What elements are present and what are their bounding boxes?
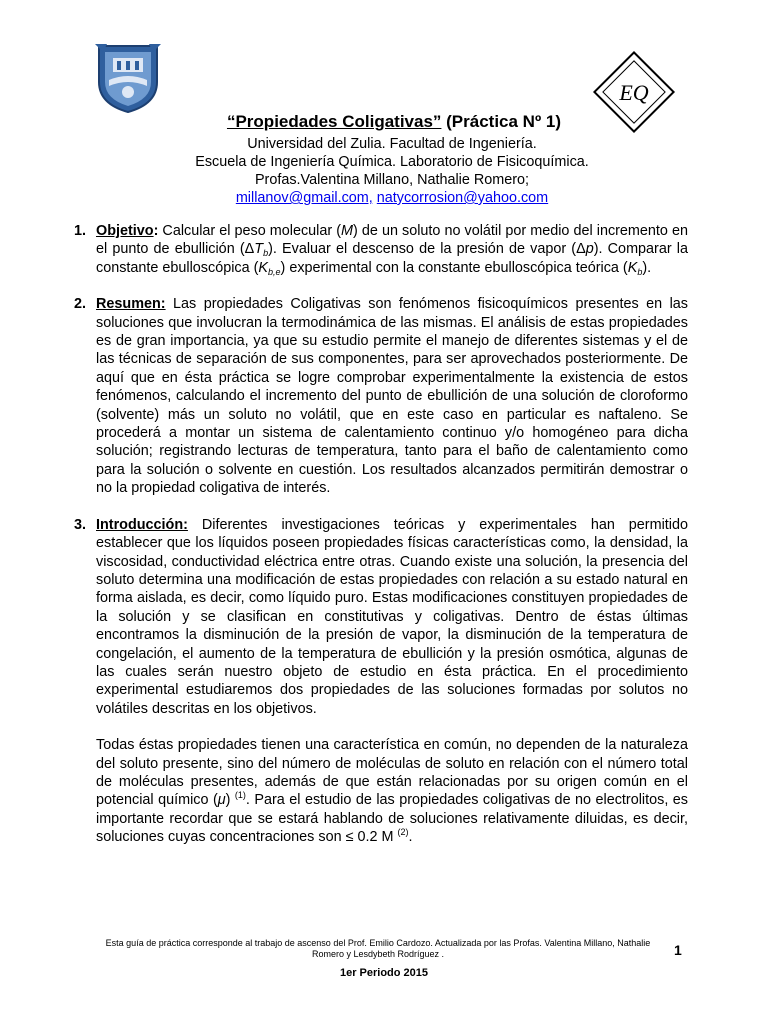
header-university: Universidad del Zulia. Facultad de Ingeniería. <box>247 136 537 152</box>
document-title <box>10 112 768 132</box>
email-link-millano[interactable]: millanov@gmail.com, <box>235 190 373 206</box>
introduccion-paragraph-1: Introducción: Diferentes investigaciones teóricas y experimentales han permitido establecer que los líquidos poseen propiedades físicas características como, la densidad, la viscosidad, conductividad eléctrica entre otras. Cuando existe una solución, la presencia del soluto determina una modificación de estas propiedades con relación a su estado natural en forma aislada, es decir, como líquido puro. Estas modificaciones constituyen propiedades de la solución y se clasifican en constitutivas y coligativas. Dentro de éstas últimas encontramos la disminución de la presión de vapor, la disminución de la temperatura de congelación, el aumento de la temperatura de ebullición y la presión osmótica, algunas de las cuales serán nuestro objeto de estudio en ésta práctica. En el procedimiento experimental estudiaremos dos propiedades de las soluciones formadas por solutos no volátiles descritas en los objetivos. <box>96 516 688 717</box>
title-practice: (Práctica Nº 1) <box>441 112 562 131</box>
introduccion-label: Introducción: <box>96 516 188 533</box>
section-number: 3. <box>74 516 87 533</box>
header-emails <box>8 189 768 208</box>
document-body <box>74 222 689 865</box>
title-quoted: “Propiedades Coligativas” <box>226 112 442 131</box>
header-school: Escuela de Ingeniería Química. Laboratorio de Fisicoquímica. <box>195 154 589 170</box>
objetivo-paragraph: Objetivo: Calcular el peso molecular (M) de un soluto no volátil por medio del incremento en el punto de ebullición $(\Delta T_b)$. Evaluar el descenso de la presión de vapor (Δp). Comparar la constante ebulloscópica $(K_{b,e})$ experimental con la constante ebulloscópica teórica $(K_b)$. <box>96 223 689 277</box>
objetivo-label: Objetivo <box>96 223 154 239</box>
eq-logo-text: EQ <box>619 80 649 105</box>
page-number: 1 <box>674 942 682 958</box>
section-resumen <box>74 295 688 497</box>
email-link-naty[interactable]: natycorrosion@yahoo.com <box>376 190 549 206</box>
header-professors: Profas.Valentina Millano, Nathalie Romero; <box>254 172 530 188</box>
reference-2: (2) <box>397 827 409 838</box>
resumen-paragraph: Resumen: Las propiedades Coligativas son fenómenos fisicoquímicos presentes en las soluciones que involucran la termodinámica de las mismas. El análisis de estas propiedades es de gran importancia, ya que su estudio permite el manejo de diferentes sistemas y el de las técnicas de separación de sus componentes, para ser aprovechados posteriormente. De aquí que en ésta práctica se logre comprobar experimentalmente la existencia de estos fenómenos, calculando el incremento del punto de ebullición de una solución de cloroformo (solvente) más un soluto no volátil, que en este caso en particular es naftaleno. Se procederá a montar un sistema de calentamiento continuo y/o homogéneo para dicha solución; registrando lecturas de temperatura, tanto para el baño de calentamiento como para la solución o solvente en cuestión. Los resultados alcanzados permitirán demostrar o no la propiedad coligativa de interés. <box>96 296 688 497</box>
resumen-label: Resumen: <box>96 296 166 313</box>
reference-1: (1) <box>234 790 246 801</box>
section-objetivo <box>74 222 689 277</box>
section-number: 1. <box>74 223 87 239</box>
section-introduccion <box>74 516 688 847</box>
footer-note: Esta guía de práctica corresponde al trabajo de ascenso del Prof. Emilio Cardozo. Actualizada por las Profas. Valentina Millano, Nathalie Romero y Lesdybeth Rodríguez . <box>105 938 651 959</box>
university-seal-logo <box>93 42 163 114</box>
leq-symbol: ≤ <box>345 829 354 846</box>
section-number: 2. <box>74 296 87 313</box>
footer-period: 1er Periodo 2015 <box>339 967 429 979</box>
introduccion-paragraph-2: Todas éstas propiedades tienen una característica en común, no dependen de la naturaleza del soluto presente, sino del número de moléculas de soluto en relación con el número total de moléculas presentes, además de que están relacionadas por su origen común en el potencial químico (μ) $^{(1)}$. Para el estudio de las propiedades coligativas de no electrolitos, es importante recordar que se estará hablando de soluciones relativamente diluidas, es decir, soluciones cuyas concentraciones son ≤ 0.2 M $^{(2)}$. <box>96 737 688 846</box>
